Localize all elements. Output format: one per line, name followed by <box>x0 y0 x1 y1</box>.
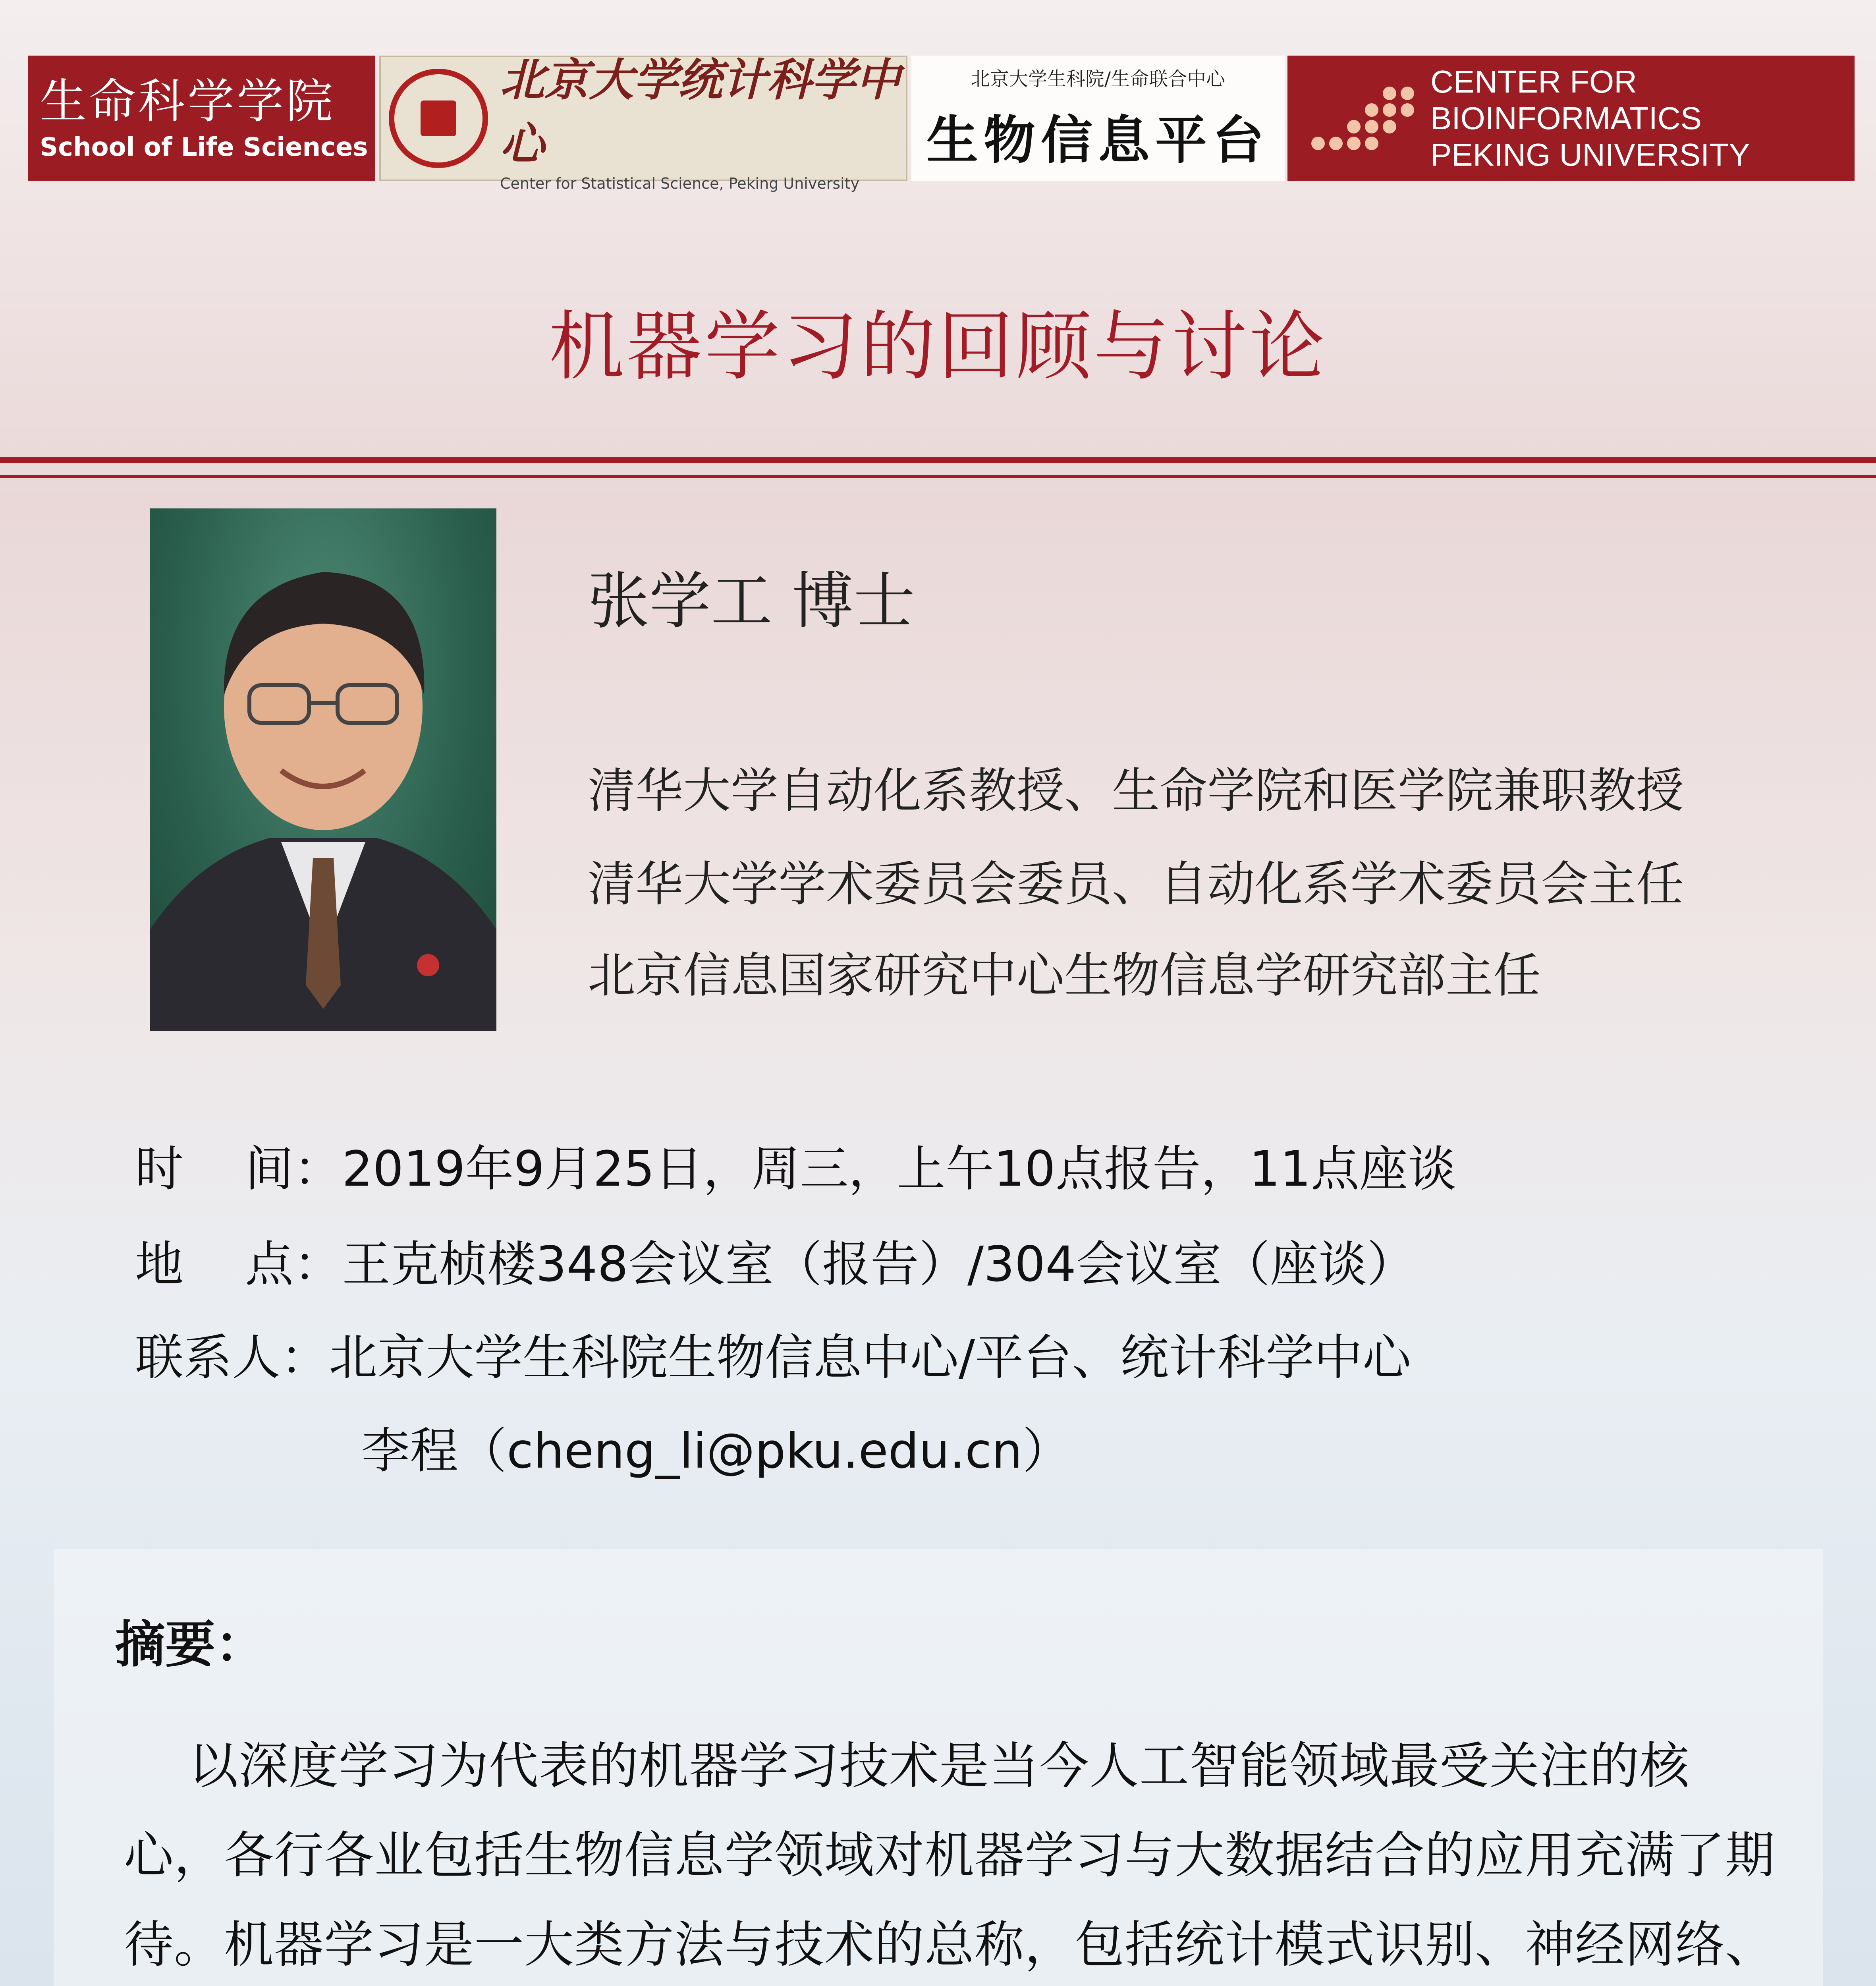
school-of-life-sciences-logo <box>28 56 375 181</box>
poster-title: 机器学习的回顾与讨论 <box>548 303 1327 390</box>
abstract-line-2: 心，各行各业包括生物信息学领域对机器学习与大数据结合的应用充满了期 <box>124 1827 1775 1884</box>
dots-icon <box>1303 79 1419 158</box>
abstract-line-3: 待。机器学习是一大类方法与技术的总称，包括统计模式识别、神经网络、 <box>124 1916 1775 1974</box>
time-row <box>135 1130 1456 1200</box>
place-label: 地 点： <box>135 1236 342 1292</box>
bio-logo-big: 生物信息平台 <box>926 110 1270 170</box>
speaker-title-1: 清华大学自动化系教授、生命学院和医学院兼职教授 <box>588 763 1684 819</box>
place-value: 王克桢楼348会议室（报告）/304会议室（座谈） <box>342 1236 1415 1292</box>
contact-row <box>135 1319 1411 1388</box>
time-label: 时 间： <box>135 1141 342 1197</box>
contact-person: 李程（cheng_li@pku.edu.cn） <box>361 1423 1071 1479</box>
title-divider <box>0 457 1876 463</box>
header-logos <box>28 54 1855 192</box>
bioinformatics-platform-logo <box>911 56 1285 181</box>
pku-seal-icon <box>389 69 488 168</box>
time-value: 2019年9月25日，周三，上午10点报告，11点座谈 <box>342 1141 1456 1197</box>
stat-logo-cn: 北京大学统计科学中心 <box>500 54 900 170</box>
abstract-line-1: 以深度学习为代表的机器学习技术是当今人工智能领域最受关注的核 <box>124 1737 1690 1795</box>
speaker-name: 张学工 博士 <box>588 565 915 637</box>
statistical-science-logo <box>379 54 907 192</box>
speaker-photo <box>150 508 496 1031</box>
bio-logo-small: 北京大学生科院/生命联合中心 <box>971 68 1226 90</box>
life-logo-cn: 生命科学学院 <box>40 74 336 129</box>
stat-logo-en: Center for Statistical Science, Peking University <box>500 175 860 192</box>
contact-value: 北京大学生科院生物信息中心/平台、统计科学中心 <box>329 1329 1411 1386</box>
cbi-logo-line1: CENTER FOR BIOINFORMATICS <box>1430 64 1702 136</box>
contact-label: 联系人： <box>135 1329 329 1386</box>
speaker-title-2: 清华大学学术委员会委员、自动化系学术委员会主任 <box>588 857 1684 912</box>
speaker-title-3: 北京信息国家研究中心生物信息学研究部主任 <box>588 948 1541 1003</box>
title-divider-thin <box>0 475 1876 478</box>
abstract-heading: 摘要： <box>115 1615 265 1674</box>
life-logo-en: School of Life Sciences <box>40 132 368 162</box>
cbi-logo <box>1287 56 1855 181</box>
cbi-logo-line2: PEKING UNIVERSITY <box>1430 137 1750 172</box>
place-row <box>135 1225 1415 1295</box>
